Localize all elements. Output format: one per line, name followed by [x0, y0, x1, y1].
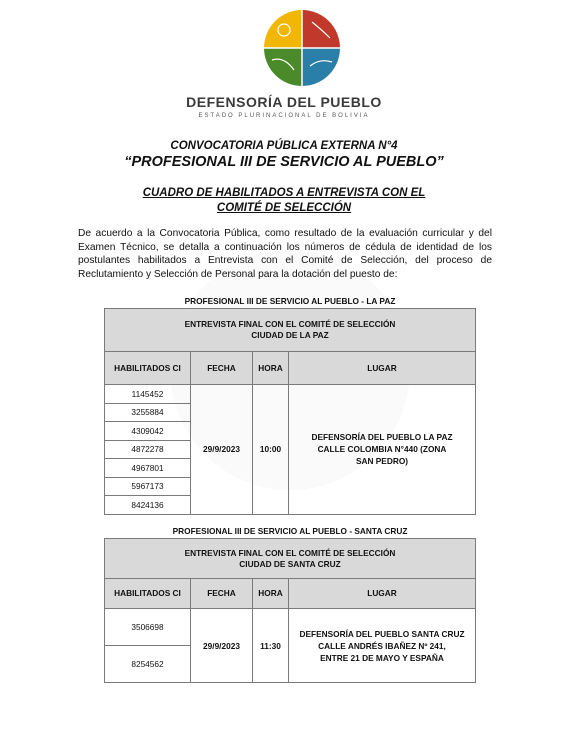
lapaz-col-fecha: FECHA — [191, 352, 253, 385]
santacruz-table — [104, 538, 476, 683]
lapaz-banner-line2: CIUDAD DE LA PAZ — [251, 330, 329, 340]
table-cell-ci: 4872278 — [105, 440, 191, 459]
defensoria-logo-icon — [262, 8, 342, 88]
table-cell-ci: 3506698 — [105, 609, 191, 646]
santacruz-hora: 11:30 — [253, 609, 289, 683]
table-cell-ci: 3255884 — [105, 403, 191, 422]
cuadro-heading-line2: COMITÉ DE SELECCIÓN — [216, 202, 352, 214]
intro-paragraph: De acuerdo a la Convocatoria Pública, como resultado de la evaluación curricular y del Examen Técnico, se detalla a continuación los números de cédula de identidad de los postulantes habilitados a Entrevista con el Comité de Selección, del proceso de Reclutamiento y Selección de Personal para la dotación del puesto de: — [78, 228, 492, 280]
santacruz-lugar-line3: ENTRE 21 DE MAYO Y ESPAÑA — [320, 652, 444, 663]
org-subtitle: ESTADO PLURINACIONAL DE BOLIVIA — [198, 113, 370, 119]
table-cell-ci: 5967173 — [105, 477, 191, 496]
santacruz-banner-line1: ENTREVISTA FINAL CON EL COMITÉ DE SELECCIÓN — [184, 547, 396, 558]
santacruz-lugar — [289, 609, 476, 683]
lapaz-hora: 10:00 — [253, 385, 289, 515]
cuadro-heading — [120, 186, 448, 216]
table-cell-ci: 4309042 — [105, 422, 191, 441]
santacruz-lugar-line2: CALLE ANDRÉS IBAÑEZ Nº 241, — [318, 640, 446, 651]
cuadro-heading-line1: CUADRO DE HABILITADOS A ENTREVISTA CON EL — [142, 187, 426, 199]
santacruz-col-ci: HABILITADOS CI — [105, 579, 191, 609]
lapaz-col-lugar: LUGAR — [289, 352, 476, 385]
santacruz-col-hora: HORA — [253, 579, 289, 609]
convocatoria-title: CONVOCATORIA PÚBLICA EXTERNA N°4 — [170, 140, 398, 152]
santacruz-col-lugar: LUGAR — [289, 579, 476, 609]
santacruz-banner-line2: CIUDAD DE SANTA CRUZ — [239, 558, 341, 569]
lapaz-banner-line1: ENTREVISTA FINAL CON EL COMITÉ DE SELECCIÓN — [184, 319, 396, 329]
position-title: “PROFESIONAL III DE SERVICIO AL PUEBLO” — [124, 154, 444, 170]
table-cell-ci: 1145452 — [105, 385, 191, 404]
santacruz-banner — [105, 539, 476, 579]
lapaz-fecha: 29/9/2023 — [191, 385, 253, 515]
table-cell-ci: 8424136 — [105, 496, 191, 515]
santacruz-lugar-line1: DEFENSORÍA DEL PUEBLO SANTA CRUZ — [299, 628, 465, 639]
lapaz-lugar: DEFENSORÍA DEL PUEBLO LA PAZ CALLE COLOMBIA N°440 (ZONA SAN PEDRO) — [289, 385, 476, 515]
lapaz-col-ci: HABILITADOS CI — [105, 352, 191, 385]
santacruz-fecha: 29/9/2023 — [191, 609, 253, 683]
lapaz-section-title: PROFESIONAL III DE SERVICIO AL PUEBLO - LA PAZ — [184, 296, 396, 306]
santacruz-col-fecha: FECHA — [191, 579, 253, 609]
lapaz-banner — [105, 309, 476, 352]
org-name: DEFENSORÍA DEL PUEBLO — [186, 94, 382, 110]
santacruz-section-title: PROFESIONAL III DE SERVICIO AL PUEBLO - SANTA CRUZ — [172, 526, 408, 536]
lapaz-col-hora: HORA — [253, 352, 289, 385]
table-cell-ci: 8254562 — [105, 646, 191, 683]
table-cell-ci: 4967801 — [105, 459, 191, 478]
lapaz-table — [104, 308, 476, 515]
